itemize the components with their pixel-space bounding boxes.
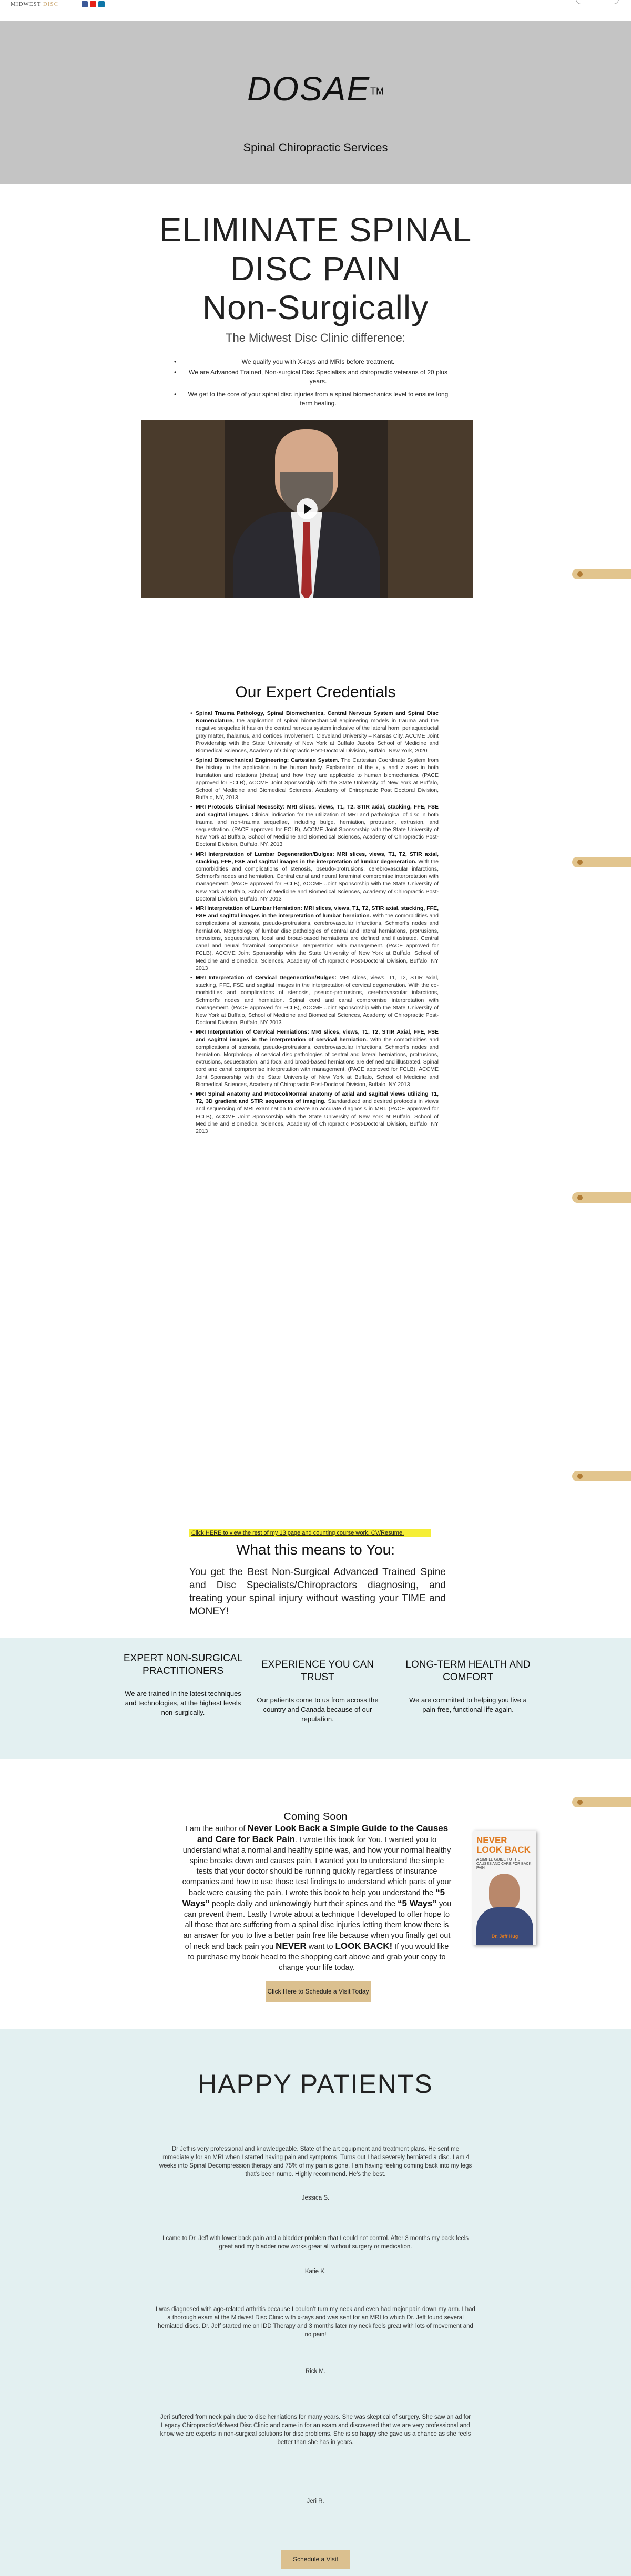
testimonial-name: Jessica S. [301, 2195, 330, 2201]
dosae-logo [0, 69, 631, 108]
coming-soon-text: I am the author of Never Look Back a Simple Guide to the Causes and Care for Back Pain. I wrote this book for You. I wanted you to understand what a normal and healthy spine was, and how your normal healthy spine breaks down and causes pain. I wanted you to understand the simple tests that your doctor should be running quickly regardless of insurance companies and how to use those test findings to understand which parts of your back were causing the pain. I wrote this book to help you understand the “5 Ways” people daily and unknowingly hurt their spines and the “5 Ways” you can prevent them. Lastly I wrote about a technique I developed to offer hope to all those that are suffering from a spinal disc injuries letting them know there is an answer for you to live a better pain free life because when you finally get out of neck and back pain you NEVER want to LOOK BACK! If you would like to purchase my book head to the shopping cart above and grab your copy to change your life today. [182, 1823, 452, 1972]
logo-text: DOSAE [247, 70, 371, 108]
headline-line-3: Non-Surgically [202, 289, 429, 326]
book-cover[interactable] [473, 1831, 536, 1945]
brand-accent: DISC [43, 1, 58, 7]
credential-item: • MRI Interpretation of Lumbar Herniation: MRI slices, views, T1, T2, STIR axial, stacking, FFE, FSE and sagittal images in the interpretation of lumbar herniation. With the comorbidities and complications of stenosis, pseudo-protrusions, cerebrovascular infarctions, Schmorl’s nodes and herniation. Morphology of lumbar disc pathologies of central and lateral herniations, protrusions, extrusions, sequestration, focal and broad-based herniations are defined and illustrated. Central canal and neural foraminal compromise interpretation with management. (PACE approved for FCLB), ACCME Joint Sponsorship with the State University of New York at Buffalo, School of Medicine and Biomedical Sciences, Academy of Chiropractic Post-Doctoral Division, Buffalo, NY 2013 [196, 905, 439, 972]
book-cover-subtitle: A SIMPLE GUIDE TO THE CAUSES AND CARE FOR BACK PAIN [476, 1858, 532, 1870]
feature-text: Our patients come to us from across the country and Canada because of our reputation. [257, 1696, 379, 1723]
book-cover-title: NEVER LOOK BACK [476, 1835, 531, 1855]
feature-text: We are trained in the latest techniques and technologies, at the highest levels non-surgically. [125, 1690, 241, 1716]
schedule-visit-bottom-button[interactable]: Schedule a Visit [281, 2550, 350, 2569]
credential-item: • MRI Interpretation of Cervical Degeneration/Bulges: MRI slices, views, T1, T2, STIR axial, stacking, FFE, FSE and sagittal images in the interpretation of cervical degeneration. With the co-morbidities and complications of stenosis, pseudo-protrusions, cerebrovascular infarctions, Schmorl’s nodes and herniation. Spinal cord and canal compromise interpretation with management. (PACE approved for FCLB), ACCME Joint Sponsorship with the State University of New York at Buffalo, School of Medicine and Biomedical Sciences, Academy of Chiropractic Post-Doctoral Division, Buffalo, NY 2013 [196, 974, 439, 1026]
hero-subtitle: Spinal Chiropractic Services [243, 141, 388, 154]
intro-video[interactable] [141, 420, 473, 598]
difference-bullet: • We are Advanced Trained, Non-surgical Disc Specialists and chiropractic veterans of 20 plus years. [181, 368, 455, 386]
happy-patients-band [0, 2029, 631, 2576]
credential-item: • Spinal Biomechanical Engineering: Cartesian System. The Cartesian Coordinate System from the history to the application in the human body. Explanation of the x, y and z axes in both translation and rotations (thetas) and how they are applicable to human biomechanics. (PACE approved for FCLB), ACCME Joint Sponsorship with the State University of New York at Buffalo, School of Medicine and Biomedical Sciences, Academy of Chiropractic Post Doctoral Division, Buffalo, NY, 2013 [196, 757, 439, 801]
feature-title: LONG-TERM HEALTH AND COMFORT [405, 1659, 531, 1683]
credential-item: • MRI Spinal Anatomy and Protocol/Normal anatomy of axial and sagittal views utilizing T1, T2, 3D gradient and STIR sequences of imaging. Standardized and desired protocols in views and sequencing of MRI examination to create an accurate diagnosis in MRI. (PACE approved for FCLB), ACCME Joint Sponsorship with the State University of New York at Buffalo, School of Medicine and Biomedical Sciences, Academy of Chiropractic Post-Doctoral Division, Buffalo, NY 2013 [196, 1090, 439, 1135]
schedule-visit-button[interactable]: Click Here to Schedule a Visit Today [266, 1981, 371, 2002]
difference-bullet: • We get to the core of your spinal disc injuries from a spinal biomechanics level to ensure long term healing. [181, 390, 455, 408]
testimonial-text: I came to Dr. Jeff with lower back pain and a bladder problem that I could not control. After 3 months my back feels great and my bladder now works great all without surgery or medication. [162, 2235, 469, 2250]
top-menu-button[interactable] [576, 0, 619, 4]
social-links [82, 1, 105, 7]
feature-title: EXPERT NON-SURGICAL PRACTITIONERS [123, 1653, 243, 1677]
brand-logo[interactable] [11, 1, 58, 7]
top-bar [0, 0, 631, 21]
hero-banner [0, 21, 631, 184]
features-band [0, 1638, 631, 1759]
testimonial-text: Jeri suffered from neck pain due to disc herniations for many years. She was skeptical of surgery. She saw an ad for Legacy Chiropractic/Midwest Disc Clinic and came in for an exam and discovered that we are very professional and know we are experts in non-surgical solutions for disc problems. She is so happy she gave us a chance as she feels better than she has in years. [160, 2414, 471, 2446]
means-title: What this means to You: [236, 1541, 395, 1558]
credentials-list [196, 710, 439, 1137]
headline-line-1: ELIMINATE SPINAL [159, 211, 472, 249]
side-chat-button[interactable] [572, 1192, 631, 1203]
testimonial-name: Rick M. [305, 2368, 326, 2375]
credential-item: • MRI Protocols Clinical Necessity: MRI slices, views, T1, T2, STIR axial, stacking, FFE, FSE and sagittal images. Clinical indication for the utilization of MRI and pathological of disc in both trauma and non-trauma sequellae, including bulge, herniation, protrusion, extrusion, and sequestration. (PACE approved for FCLB), ACCME Joint Sponsorship with the State University of New York at Buffalo, School of Medicine and Biomedical Sciences, Academy of Chiropractic Post-Doctoral Division, Buffalo, NY, 2013 [196, 803, 439, 848]
difference-bullet: • We qualify you with X-rays and MRIs before treatment. [181, 357, 455, 366]
feature-title: EXPERIENCE YOU CAN TRUST [261, 1659, 374, 1683]
bookshelf-left [141, 420, 225, 598]
linkedin-icon[interactable] [98, 1, 105, 7]
trademark: TM [370, 86, 384, 97]
side-chat-button[interactable] [572, 569, 631, 579]
difference-subtitle: The Midwest Disc Clinic difference: [226, 331, 405, 344]
facebook-icon[interactable] [82, 1, 88, 7]
play-icon[interactable] [297, 498, 318, 519]
testimonial-text: I was diagnosed with age-related arthritis because I couldn’t turn my neck and even had major pain down my arm. I had a thorough exam at the Midwest Disc Clinic with x-rays and was sent for an MRI to which Dr. Jeff found several herniated discs. Dr. Jeff started me on IDD Therapy and 3 months later my neck feels great with lots of movement and no pain! [156, 2306, 475, 2338]
side-chat-button[interactable] [572, 857, 631, 867]
testimonial-text: Dr Jeff is very professional and knowledgeable. State of the art equipment and treatment plans. He sent me immediately for an MRI when I started having pain and symptoms. Turns out I had severely herniated a disc. I am 4 weeks into Spinal Decompression therapy and 75% of my pain is gone. I am having feeling coming back into my legs that’s been numb. Highly recommend. He’s the best. [159, 2146, 472, 2178]
happy-patients-title: HAPPY PATIENTS [198, 2069, 433, 2099]
feature-text: We are committed to helping you live a pain-free, functional life again. [409, 1696, 527, 1713]
testimonial-name: Katie K. [304, 2268, 327, 2275]
author-photo-body [476, 1907, 533, 1945]
credential-item: • MRI Interpretation of Cervical Herniations: MRI slices, views, T1, T2, STIR Axial, FFE, FSE and sagittal images in the interpretation of cervical herniation. With the comorbidities and complications of stenosis, pseudo-protrusions, cerebrovascular infarctions, Schmorl’s nodes and herniation. Morphology of cervical disc pathologies of central and lateral herniations, protrusions, extrusions, sequestration, and focal and broad-based herniations are defined and illustrated. Spinal cord and canal compromise interpretation with management. (PACE approved for FCLB), ACCME Joint Sponsorship with the State University of New York at Buffalo, School of Medicine and Biomedical Sciences, Academy of Chiropractic Post-Doctoral Division, Buffalo, NY 2013 [196, 1028, 439, 1088]
coming-soon-title: Coming Soon [283, 1811, 348, 1823]
feature-health [405, 1659, 531, 1714]
headline-line-2: DISC PAIN [230, 250, 401, 288]
credential-item: • MRI Interpretation of Lumbar Degeneration/Bulges: MRI slices, views, T1, T2, STIR axial, stacking, FFE, FSE and sagittal images in the interpretation of lumbar degeneration. With the comorbidities and complications of stenosis, pseudo-protrusions, cerebrovascular infarctions, Schmorl’s nodes and herniation. Central canal and neural foraminal compromise interpretation with management. (PACE approved for FCLB), ACCME Joint Sponsorship with the State University of New York at Buffalo, School of Medicine and Biomedical Sciences, Academy of Chiropractic Post-Doctoral Division, Buffalo, NY 2013 [196, 851, 439, 903]
book-cover-author: Dr. Jeff Hug [491, 1934, 518, 1939]
credentials-title: Our Expert Credentials [235, 683, 396, 701]
brand-main: MIDWEST [11, 1, 42, 7]
cv-resume-link[interactable]: Click HERE to view the rest of my 13 page and counting course work. CV/Resume. [189, 1529, 431, 1537]
side-chat-button[interactable] [572, 1471, 631, 1481]
feature-trust [255, 1659, 381, 1724]
bookshelf-right [388, 420, 473, 598]
testimonial-name: Jeri R. [307, 2498, 324, 2505]
side-chat-button[interactable] [572, 1797, 631, 1807]
youtube-icon[interactable] [90, 1, 96, 7]
credential-item: • Spinal Trauma Pathology, Spinal Biomechanics, Central Nervous System and Spinal Disc Nomenclature, the application of spinal biomechanical engineering models in trauma and the negative sequelae it has on the central nervous system inclusive of the lateral horn, periaqueductal gray matter, thalamus, and cortices involvement. Cleveland University – Kansas City, ACCME Joint Providership with the State University of New York at Buffalo Jacobs School of Medicine and Biomedical Sciences, Academy of Chiropractic Post-Doctoral Division, Buffalo, New York, 2020 [196, 710, 439, 754]
feature-expert [120, 1652, 246, 1718]
author-photo [489, 1874, 520, 1910]
means-text: You get the Best Non-Surgical Advanced Trained Spine and Disc Specialists/Chiropractors diagnosing, and treating your spinal injury without wasting your TIME and MONEY! [189, 1567, 446, 1617]
